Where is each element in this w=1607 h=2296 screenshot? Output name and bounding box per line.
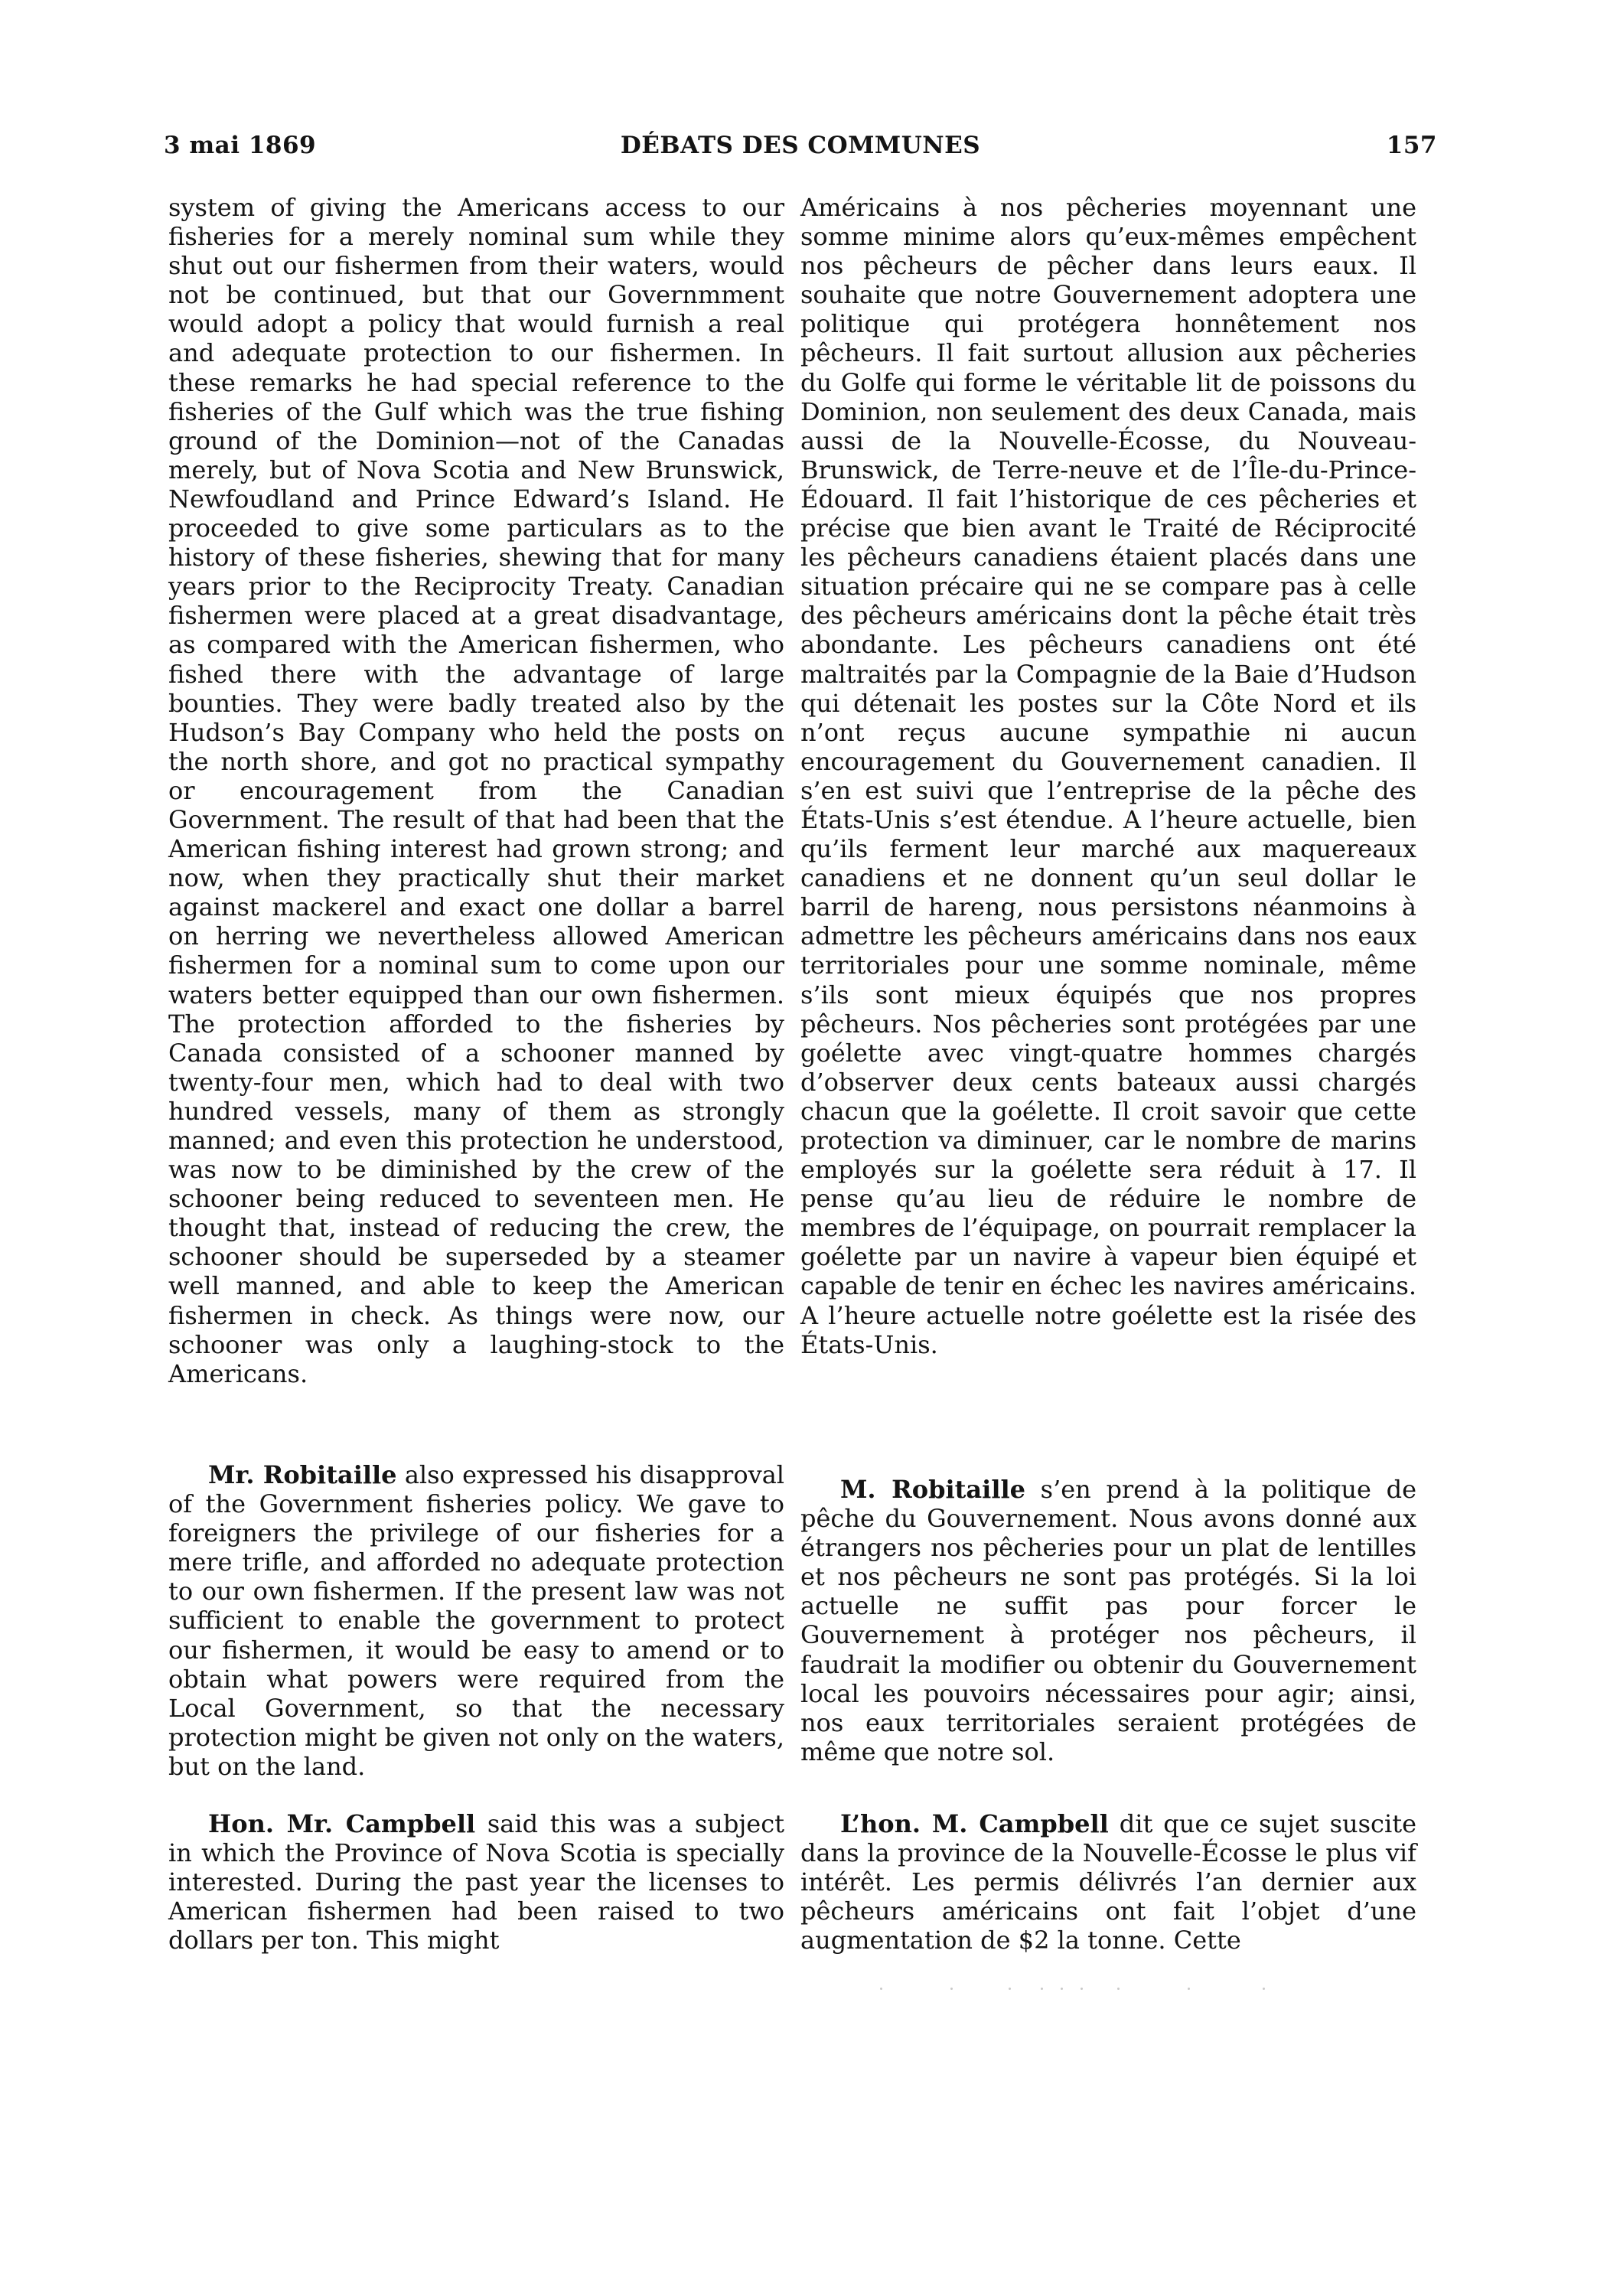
french-paragraph-continued: Américains à nos pêcheries moyennant une somme minime alors qu’eux-mêmes empêchent nos pêcheurs de pêcher dans leurs eaux. Il souhaite que notre Gouvernement adoptera une politique qui protégera honnêtement nos pêcheurs. Il fait surtout allusion aux pêcheries du Golfe qui forme le véritable lit de poissons du Dominion, non seulement des deux Canada, mais aussi de la Nouvelle-Écosse, du Nouveau-Brunswick, de Terre-neuve et de l’Île-du-Prince-Édouard. Il fait l’historique de ces pêcheries et précise que bien avant le Traité de Réciprocité les pêcheurs canadiens étaient placés dans une situation précaire qui ne se compare pas à celle des pêcheurs américains dont la pêche était très abondante. Les pêcheurs canadiens ont été maltraités par la Compagnie de la Baie d’Hudson qui détenait les postes sur la Côte Nord et ils n’ont reçus aucune sympathie ni aucun encouragement du Gouvernement canadien. Il s’en est suivi que l’entreprise de la pêche des États-Unis s’est étendue. A l’heure actuelle, bien qu’ils ferment leur marché aux maquereaux canadiens et ne donnent qu’un seul dollar le barril de hareng, nous persistons néanmoins à admettre les pêcheurs américains dans nos eaux territoriales pour une somme nominale, même s’ils sont mieux équipés que nos propres pêcheurs. Nos pêcheries sont protégées par une goélette avec vingt-quatre hommes chargés d’observer deux cents bateaux aussi chargés chacun que la goélette. Il croit savoir que cette protection va diminuer, car le nombre de marins employés sur la goélette sera réduit à 17. Il pense qu’au lieu de réduire le nombre de membres de l’équipage, on pourrait remplacer la goélette par un navire à vapeur bien équipé et capable de tenir en échec les navires américains. A l’heure actuelle notre goélette est la risée des États-Unis. — [800, 193, 1416, 1359]
page-number: 157 — [1386, 132, 1437, 159]
english-paragraph-campbell — [168, 1809, 784, 1955]
speaker-name: L’hon. M. Campbell — [840, 1809, 1109, 1838]
french-column — [800, 193, 1417, 1955]
header-date: 3 mai 1869 — [164, 132, 317, 159]
speech-text: s’en prend à la politique de pêche du Gouvernement. Nous avons donné aux étrangers nos pêcheries pour un plat de lentilles et nos pêcheurs ne sont pas protégés. Si la loi actuelle ne suffit pas pour forcer le Gouvernement à protéger nos pêcheurs, il faudrait la modifier ou obtenir du Gouvernement local les pouvoirs nécessaires pour agir; ainsi, nos eaux territoriales seraient protégées de même que notre sol. — [800, 1475, 1417, 1766]
speaker-name: Mr. Robitaille — [208, 1460, 397, 1489]
speech-text: dit que ce sujet suscite dans la province de la Nouvelle-Écosse le plus vif intérêt. Les permis délivrés l’an dernier aux pêcheurs américains ont fait l’objet d’une augmentation de $2 la tonne. Cette — [800, 1809, 1417, 1955]
speech-text: also expressed his disapproval of the Government fisheries policy. We gave to foreigners the privilege of our fisheries for a mere trifle, and afforded no adequate protection to our own fishermen. If the present law was not sufficient to enable the government to protect our fishermen, it would be easy to amend or to obtain what powers were required from the Local Government, so that the necessary protection might be given not only on the waters, but on the land. — [168, 1460, 785, 1781]
english-paragraph-robitaille — [168, 1460, 784, 1781]
speaker-name: M. Robitaille — [840, 1475, 1025, 1504]
french-paragraph-robitaille — [800, 1475, 1416, 1766]
print-specks — [880, 1984, 1278, 1994]
english-column — [168, 193, 785, 1955]
speech-text: said this was a subject in which the Province of Nova Scotia is specially interested. During the past year the licenses to American fishermen had been raised to two dollars per ton. This might — [168, 1809, 785, 1955]
french-paragraph-campbell — [800, 1809, 1416, 1955]
speaker-name: Hon. Mr. Campbell — [208, 1809, 476, 1838]
english-paragraph-continued: system of giving the Americans access to our fisheries for a merely nominal sum while they shut out our fishermen from their waters, would not be continued, but that our Governmment would adopt a policy that would furnish a real and adequate protection to our fishermen. In these remarks he had special reference to the fisheries of the Gulf which was the true fishing ground of the Dominion—not of the Canadas merely, but of Nova Scotia and New Brunswick, Newfoudland and Prince Edward’s Island. He proceeded to give some particulars as to the history of these fisheries, shewing that for many years prior to the Reciprocity Treaty. Canadian fishermen were placed at a great disadvantage, as compared with the American fishermen, who fished there with the advantage of large bounties. They were badly treated also by the Hudson’s Bay Company who held the posts on the north shore, and got no practical sympathy or encouragement from the Canadian Government. The result of that had been that the American fishing interest had grown strong; and now, when they practically shut their market against mackerel and exact one dollar a barrel on herring we nevertheless allowed American fishermen for a nominal sum to come upon our waters better equipped than our own fishermen. The protection afforded to the fisheries by Canada consisted of a schooner manned by twenty-four men, which had to deal with two hundred vessels, many of them as strongly manned; and even this protection he understood, was now to be diminished by the crew of the schooner being reduced to seventeen men. He thought that, instead of reducing the crew, the schooner should be superseded by a steamer well manned, and able to keep the American fishermen in check. As things were now, our schooner was only a laughing-stock to the Americans. — [168, 193, 784, 1388]
running-header — [164, 132, 1437, 170]
header-title: DÉBATS DES COMMUNES — [620, 132, 981, 159]
